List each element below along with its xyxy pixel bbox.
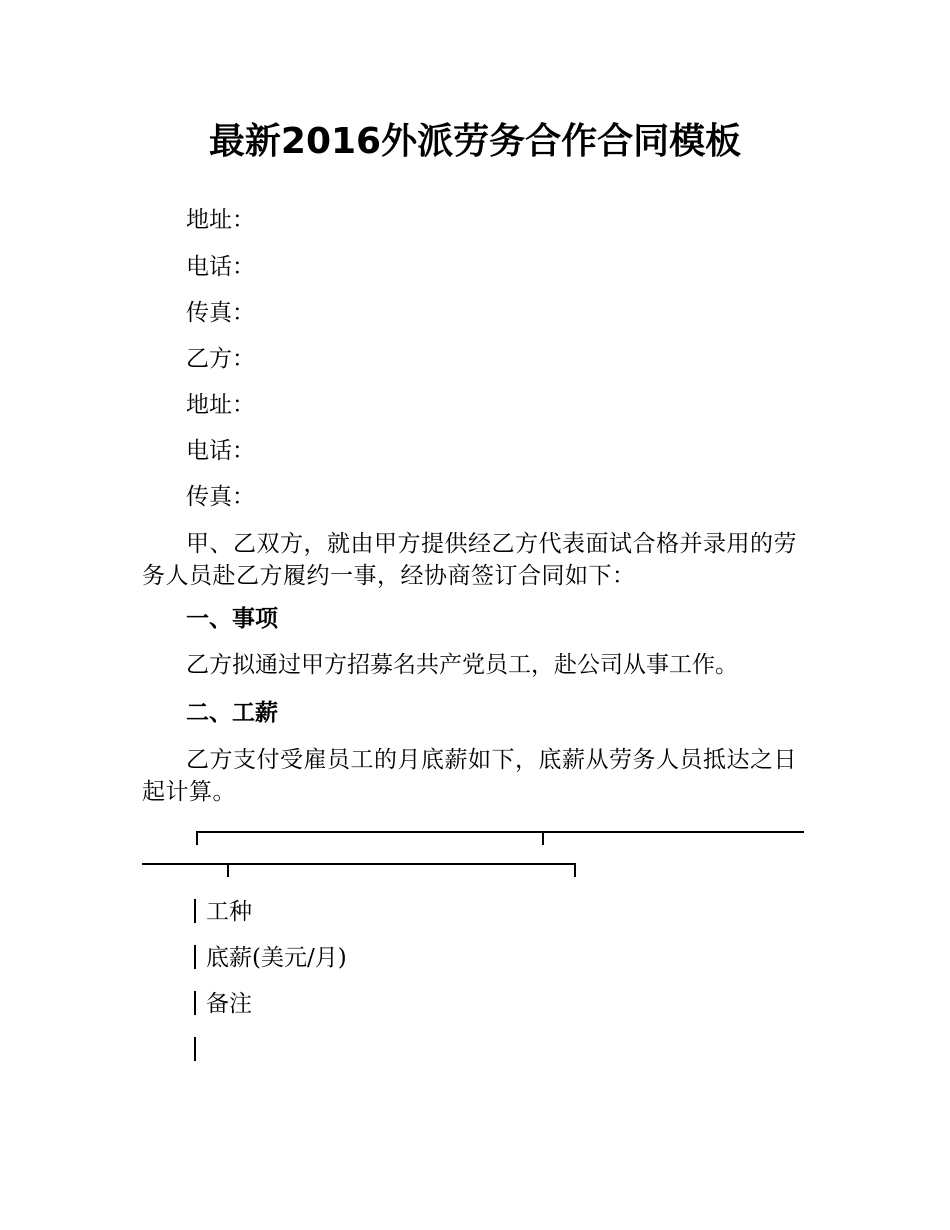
table-second-junction [227, 863, 229, 877]
column-worktype-label: 工种 [206, 899, 252, 925]
section-2-text: 乙方支付受雇员工的月底薪如下，底薪从劳务人员抵达之日起计算。 [142, 747, 797, 805]
party-b-label: 乙方： [186, 346, 255, 372]
table-top-left-corner [196, 831, 198, 845]
party-a-address-label: 地址： [186, 207, 255, 233]
table-top-junction [542, 831, 544, 845]
party-a-phone-label: 电话： [186, 254, 255, 280]
party-b-address-label: 地址： [186, 392, 255, 418]
table-second-right-corner [574, 863, 576, 877]
column-remarks-label: 备注 [206, 991, 252, 1017]
column-salary-label: 底薪(美元/月) [206, 945, 347, 971]
party-a-fax-label: 传真： [186, 300, 255, 326]
table-cell-separator [194, 991, 196, 1015]
section-2-heading: 二、工薪 [186, 700, 278, 726]
section-1-text: 乙方拟通过甲方招募名共产党员工，赴公司从事工作。 [186, 652, 738, 678]
table-row-remarks [186, 989, 252, 1019]
party-b-fax-label: 传真： [186, 484, 255, 510]
table-row-salary [186, 943, 347, 973]
table-row-worktype [186, 897, 252, 927]
party-b-phone-label: 电话： [186, 438, 255, 464]
section-1-heading: 一、事项 [186, 606, 278, 632]
table-cell-separator [194, 1037, 196, 1061]
table-cell-separator [194, 945, 196, 969]
table-top-rule [196, 831, 804, 833]
document-title: 最新2016外派劳务合作合同模板 [208, 121, 742, 162]
table-row-empty [186, 1035, 206, 1065]
table-cell-separator [194, 899, 196, 923]
table-second-rule [142, 863, 576, 865]
intro-paragraph: 甲、乙双方，就由甲方提供经乙方代表面试合格并录用的劳务人员赴乙方履约一事，经协商签订合同如下： [142, 531, 797, 589]
